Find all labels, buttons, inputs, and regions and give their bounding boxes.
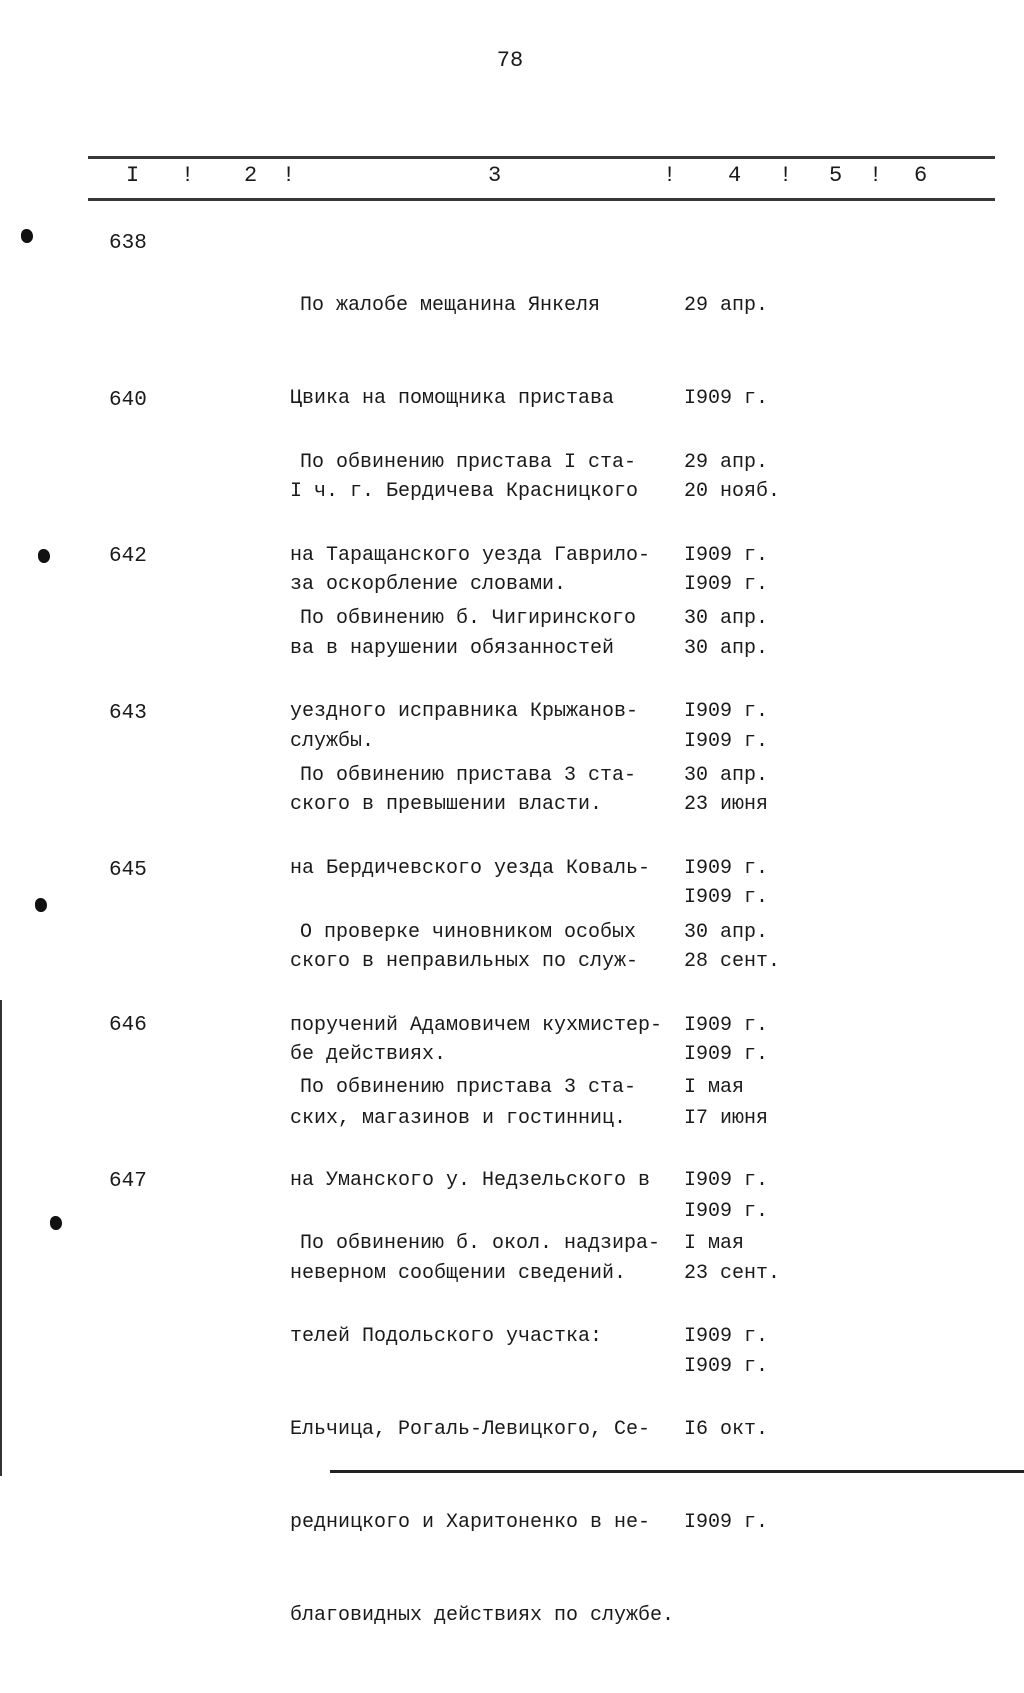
case-description: По обвинению пристава I ста- на Таращанского уезда Гаврило- ва в нарушении обязанностей службы.: [290, 451, 651, 753]
page-edge-shadow: [0, 1000, 2, 1476]
table-header-bottom-rule: [88, 198, 995, 201]
column-separator: !: [282, 163, 296, 188]
column-header-1: I: [126, 163, 140, 188]
case-number: 643: [109, 702, 147, 725]
punch-hole-mark: [35, 898, 47, 912]
column-header-4: 4: [728, 163, 742, 188]
case-description: По жалобе мещанина Янкеля Цвика на помощника пристава I ч. г. Бердичева Красницкого за оскорбление словами.: [290, 294, 639, 596]
column-separator: !: [181, 163, 195, 188]
case-number: 646: [109, 1014, 147, 1037]
case-number: 647: [109, 1170, 147, 1193]
table-header-top-rule: [88, 156, 995, 159]
case-dates: I мая I909 г. I6 окт. I909 г.: [684, 1232, 769, 1534]
case-dates: 30 апр. I909 г. 28 сент. I909 г.: [684, 764, 781, 1066]
column-header-2: 2: [244, 163, 258, 188]
case-description: По обвинению пристава 3 ста- на Уманского у. Недзельского в неверном сообщении сведений.: [290, 1076, 651, 1285]
case-number: 645: [109, 859, 147, 882]
case-dates: 30 апр. I909 г. 23 июня I909 г.: [684, 607, 769, 909]
case-number: 642: [109, 545, 147, 568]
case-description: О проверке чиновником особых поручений Адамовичем кухмистер- ских, магазинов и гостинниц.: [290, 921, 663, 1130]
case-description: По обвинению б. окол. надзира- телей Подольского участка: Ельчица, Рогаль-Левицкого, Се- редницкого и Харитоненко в не- благовидных действиях по службе.: [290, 1232, 675, 1627]
column-separator: !: [779, 163, 793, 188]
column-separator: !: [663, 163, 677, 188]
punch-hole-mark: [21, 229, 33, 243]
punch-hole-mark: [38, 549, 50, 563]
case-dates: 30 апр. I909 г. I7 июня I909 г.: [684, 921, 769, 1223]
case-dates: 29 апр. I909 г. 30 апр. I909 г.: [684, 451, 769, 753]
column-separator: !: [869, 163, 883, 188]
case-number: 638: [109, 232, 147, 255]
punch-hole-mark: [50, 1216, 62, 1230]
page-bottom-edge: [330, 1470, 1024, 1473]
case-dates: 29 апр. I909 г. 20 нояб. I909 г.: [684, 294, 781, 596]
column-header-5: 5: [829, 163, 843, 188]
page-number: 78: [496, 48, 524, 73]
case-description: По обвинению пристава 3 ста- на Бердичевского уезда Коваль- ского в неправильных по служ- бе действиях.: [290, 764, 651, 1066]
case-description: По обвинению б. Чигиринского уездного исправника Крыжанов- ского в превышении власти.: [290, 607, 639, 816]
case-number: 640: [109, 389, 147, 412]
case-dates: I мая I909 г. 23 сент. I909 г.: [684, 1076, 781, 1378]
column-header-3: 3: [488, 163, 502, 188]
column-header-6: 6: [914, 163, 928, 188]
